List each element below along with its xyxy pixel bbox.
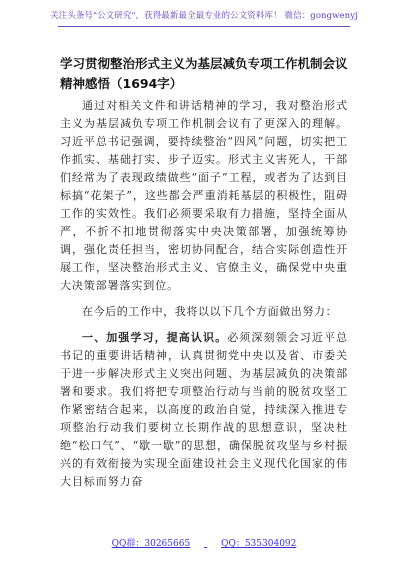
- document-body: [60, 97, 348, 499]
- footer-qq-contact[interactable]: QQ：535304092: [221, 539, 297, 549]
- paragraph-transition: 在今后的工作中，我将以以下几个方面做出努力：: [82, 305, 338, 318]
- section-1-text: 必须深刻领会习近平总书记的重要讲话精神，认真贯彻党中央以及省、市委关于进一步解决形式主义突出问题、为基层减负的决策部署和要求。我们将把专项整治行动与当前的脱贫攻坚工作紧密结合起来，以高度的政治自觉，持续深入推进专项整治行动我们要树立长期作战的思想意识，坚决杜绝“松口气”、“歇一歇”的思想，确保脱贫攻坚与乡村振兴的有效衔接为实现全面建设社会主义现代化国家的伟大目标而努力奋: [60, 331, 348, 488]
- section-1-heading: 一、加强学习，提高认识。: [82, 331, 228, 344]
- footer-contact: [0, 536, 408, 549]
- document-title: 学习贯彻整治形式主义为基层减负专项工作机制会议精神感悟（1694字）: [60, 56, 348, 91]
- header-promo-note: 关注头条号"公文研究"，获得最新最全最专业的公文资料库！ 微信：gongwenyj: [50, 11, 358, 21]
- paragraph-intro: 通过对相关文件和讲话精神的学习，我对整治形式主义为基层减负专项工作机制会议有了更深入的理解。习近平总书记强调，要持续整治“四风”问题，切实把工作抓实、基础打实、步子迈实。形式主义害死人，干部们经常为了表现政绩做些“面子”工程，或者为了达到目标搞“花架子”，这些都会严重消耗基层的积极性，阻碍工作的实效性。我们必须要采取有力措施，坚持全面从严，不折不扣地贯彻落实中央决策部署，加强统筹协调，强化责任担当，密切协同配合，结合实际创造性开展工作，坚决整治形式主义、官僚主义，确保党中央重大决策部署落实到位。: [60, 99, 348, 292]
- section-1: [60, 329, 348, 491]
- footer-qq-group[interactable]: QQ群：30265665: [111, 539, 191, 549]
- header-divider: [58, 26, 350, 27]
